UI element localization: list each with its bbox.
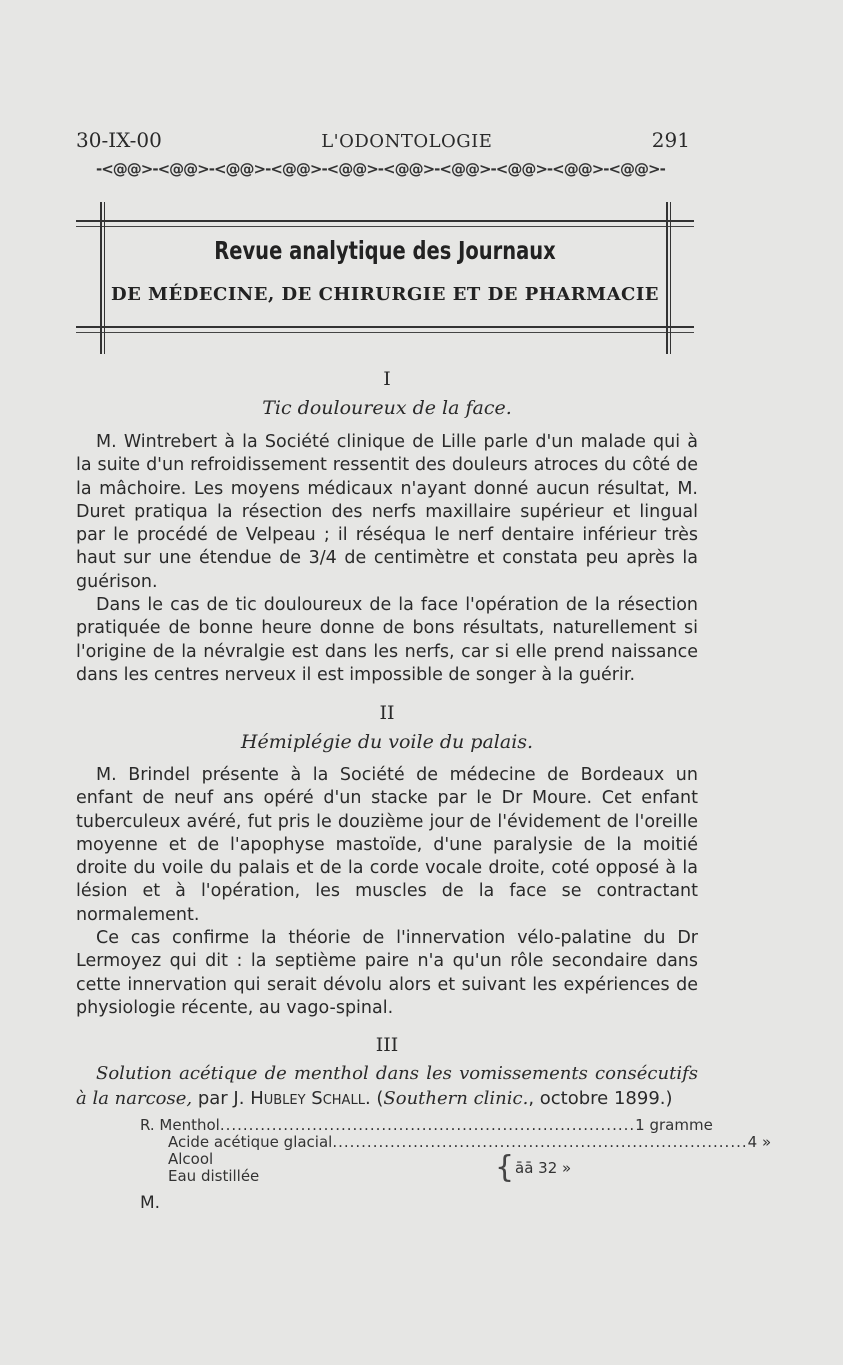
prescription-combined xyxy=(140,1151,640,1187)
prescription xyxy=(140,1116,772,1187)
section-3-numeral: III xyxy=(375,1034,399,1056)
combined-amount: āā 32 » xyxy=(515,1159,572,1177)
prescription-label: R. Menthol xyxy=(140,1116,220,1134)
section-3-by: par J. xyxy=(192,1088,251,1109)
prescription-label: Eau distillée xyxy=(168,1167,260,1185)
header-date: 30-IX-00 xyxy=(76,128,162,152)
frame-left-post-thin xyxy=(104,202,105,354)
prescription-amount: 4 » xyxy=(747,1133,772,1151)
frame-right-post xyxy=(666,202,668,354)
brace: { xyxy=(495,1150,515,1185)
section-2-paragraph-2: Ce cas confirme la théorie de l'innervation vélo-palatine du Dr Lermoyez qui dit : la septième paire n'a qu'un rôle secondaire dans cette innervation qui serait dévolu alors et suivant les expériences de physiologie récente, au vago-spinal. xyxy=(76,928,698,1018)
frame-top-rule-thin xyxy=(76,226,694,227)
section-1-numeral: I xyxy=(383,368,391,390)
section-1-title: Tic douloureux de la face. xyxy=(262,397,512,419)
section-1-body xyxy=(76,431,698,687)
dot-leader: ........................................................................ xyxy=(219,1116,636,1134)
banner-frame xyxy=(76,196,694,356)
section-3-title xyxy=(76,1061,698,1111)
section-3-source-open: . ( xyxy=(364,1088,384,1109)
section-2-body xyxy=(76,764,698,1020)
ornament-text: -<@@>-<@@>-<@@>-<@@>-<@@>-<@@>-<@@>-<@@>-<@@>-<@@>- xyxy=(96,160,665,178)
section-3-source: Southern clinic. xyxy=(383,1088,529,1109)
section-1-paragraph-1: M. Wintrebert à la Société clinique de Lille parle d'un malade qui à la suite d'un refroidissement ressentit des douleurs atroces du côté de la mâchoire. Les moyens médicaux n'ayant donné aucun résultat, M. Duret pratiqua la résection des nerfs maxillaire supérieur et lingual par le procédé de Velpeau ; il réséqua le nerf dentaire inférieur très haut sur une étendue de 3/4 de centimètre et constata peu après la guérison. xyxy=(76,432,698,592)
page-number: 291 xyxy=(651,128,690,152)
section-3-author: Hubley Schall xyxy=(250,1088,365,1109)
frame-left-post xyxy=(100,202,102,354)
frame-right-post-thin xyxy=(670,202,671,354)
frame-bottom-rule-thin xyxy=(76,332,694,333)
banner-title: Revue analytique des Journaux xyxy=(214,236,556,265)
section-3-source-date: , octobre 1899.) xyxy=(528,1088,673,1109)
prescription-row xyxy=(140,1133,772,1151)
prescription-row xyxy=(140,1116,713,1134)
prescription-label: Acide acétique glacial xyxy=(168,1133,333,1151)
frame-top-rule xyxy=(76,220,694,222)
banner-subtitle: DE MÉDECINE, DE CHIRURGIE ET DE PHARMACIE xyxy=(110,284,660,305)
section-1-paragraph-2: Dans le cas de tic douloureux de la face l'opération de la résection pratiquée de bonne heure donne de bons résultats, naturellement si l'origine de la névralgie est dans les nerfs, car si elle prend naissance dans les centres nerveux il est impossible de songer à la guérir. xyxy=(76,595,698,685)
dot-leader: ........................................................................ xyxy=(332,1133,748,1151)
running-head xyxy=(76,128,690,152)
section-2-paragraph-1: M. Brindel présente à la Société de médecine de Bordeaux un enfant de neuf ans opéré d'un stacke par le Dr Moure. Cet enfant tuberculeux avéré, fut pris le douzième jour de l'évidement de l'oreille moyenne et de l'apophyse mastoïde, d'une paralysie de la moitié droite du voile du palais et de la corde vocale droite, coté opposé à la lésion et à l'opération, les muscles de la face se contractant normalement. xyxy=(76,765,698,925)
prescription-amount: 1 gramme xyxy=(635,1116,713,1134)
section-2-numeral: II xyxy=(379,702,395,724)
prescription-label: Alcool xyxy=(168,1150,214,1168)
journal-title: L'ODONTOLOGIE xyxy=(321,131,493,152)
section-2-title: Hémiplégie du voile du palais. xyxy=(240,731,534,753)
prescription-closing: M. xyxy=(140,1193,161,1213)
section-3-title-text: Solution acétique de menthol dans les vomissements consécutifs à la narcose, xyxy=(76,1063,698,1109)
frame-bottom-rule xyxy=(76,326,694,328)
ornament-rule xyxy=(96,158,671,180)
